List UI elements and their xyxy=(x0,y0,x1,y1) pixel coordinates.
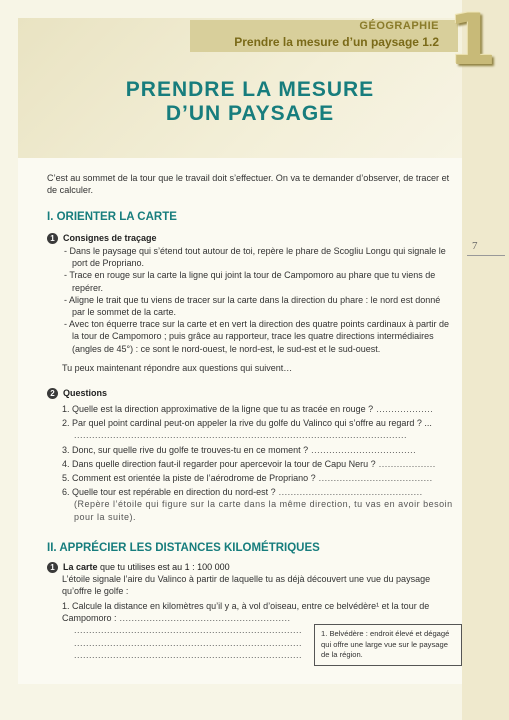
question-item xyxy=(62,600,457,624)
carte-scale: que tu utilises est au 1 : 100 000 xyxy=(97,562,230,572)
question-item xyxy=(62,403,454,415)
list-item: - Dans le paysage qui s’étend tout autour de toi, repère le phare de Scogliu Longu qui signale le port de Propriano. xyxy=(64,246,446,269)
list-item: - Aligne le trait que tu viens de tracer sur la carte dans la direction du phare : le nord est donné par le sommet de la carte. xyxy=(64,294,441,318)
answer-blank[interactable]: ......................................................... xyxy=(116,613,291,624)
number-badge: 1 xyxy=(47,233,58,244)
question-text: 4. Dans quelle direction faut-il regarder pour apercevoir la tour de Capu Neru ? xyxy=(62,458,376,469)
number-badge: 2 xyxy=(47,388,58,399)
carte-paragraph: L’étoile signale l’aire du Valinco à partir de laquelle tu as déjà découvert une vue du paysage qu’offre le golfe : xyxy=(62,574,431,597)
number-badge: 1 xyxy=(47,562,58,573)
question-text: 5. Comment est orientée la piste de l’aérodrome de Propriano ? xyxy=(62,473,316,484)
question-item xyxy=(62,486,454,523)
margin-strip xyxy=(462,0,509,720)
title-line-2: D’UN PAYSAGE xyxy=(165,102,335,125)
question-item xyxy=(62,458,454,470)
list-item: - Trace en rouge sur la carte la ligne qui joint la tour de Campomoro au phare que tu viens de repérer. xyxy=(64,270,436,293)
question-text: 1. Quelle est la direction approximative de la ligne que tu as tracée en rouge ? xyxy=(62,404,374,414)
answer-line[interactable]: ............................................................................ xyxy=(74,637,303,648)
consignes-heading xyxy=(47,233,157,244)
title-line-1: PRENDRE LA MESURE xyxy=(125,78,375,101)
answer-blank[interactable]: ............................................................................................................... xyxy=(74,430,408,441)
answer-blank[interactable]: ................... xyxy=(375,458,436,469)
carte-title: La carte xyxy=(63,562,98,572)
consignes-list xyxy=(62,245,454,355)
subject-label: GÉOGRAPHIE xyxy=(359,20,439,32)
after-text: Tu peux maintenant répondre aux questions qui suivent… xyxy=(62,363,293,373)
carte-heading xyxy=(47,562,230,573)
intro-paragraph: C’est au sommet de la tour que le travail doit s’effectuer. On va te demander d’observer, de tracer et de calculer. xyxy=(47,173,450,196)
question-item xyxy=(62,444,454,456)
question-item xyxy=(62,472,454,484)
margin-rule xyxy=(467,255,505,256)
margin-page-number: 7 xyxy=(472,240,478,252)
questions-list xyxy=(62,403,454,525)
questions-title: Questions xyxy=(63,388,108,398)
answer-blank[interactable]: ...................................... xyxy=(315,473,433,484)
answer-line[interactable]: ............................................................................ xyxy=(74,625,303,636)
consignes-title: Consignes de traçage xyxy=(63,233,157,243)
answer-blank[interactable]: ................... xyxy=(373,404,434,414)
lesson-label: Prendre la mesure d’un paysage 1.2 xyxy=(234,35,439,49)
section-heading-orienter: I. ORIENTER LA CARTE xyxy=(47,211,177,223)
question-text: 3. Donc, sur quelle rive du golfe te trouves-tu en ce moment ? xyxy=(62,444,309,455)
question-item xyxy=(62,417,454,441)
page-title xyxy=(90,78,410,126)
list-item: - Avec ton équerre trace sur la carte et en vert la direction des quatre points cardinaux à partir de la tour de Campomoro ; puis grâce au rapporteur, trace les quatre directions intermédiaires (angles de 45°) : ce sont le nord-ouest, le nord-est, le sud-est et le sud-ouest. xyxy=(64,319,450,354)
questions-heading xyxy=(47,388,107,399)
answer-blank[interactable]: ................................... xyxy=(308,444,417,455)
footnote-box: 1. Belvédère : endroit élevé et dégagé qui offre une large vue sur le paysage de la région. xyxy=(314,624,462,666)
question-text: 1. Calcule la distance en kilomètres qu’il y a, à vol d’oiseau, entre ce belvédère¹ et la tour de Campomoro : xyxy=(62,601,430,624)
answer-blank[interactable]: ................................................ (Repère l’étoile qui figure sur la carte dans la même direction, tu vas en avoir besoin pour la suite). xyxy=(74,487,453,522)
chapter-number: 1 xyxy=(448,0,497,81)
section-heading-distances: II. APPRÉCIER LES DISTANCES KILOMÉTRIQUES xyxy=(47,542,320,554)
question-text: 6. Quelle tour est repérable en direction du nord-est ? xyxy=(62,487,276,498)
answer-line[interactable]: ............................................................................ xyxy=(74,649,303,660)
question-text: 2. Par quel point cardinal peut-on appeler la rive du golfe du Valinco qui s’offre au regard ? ... xyxy=(62,418,432,429)
